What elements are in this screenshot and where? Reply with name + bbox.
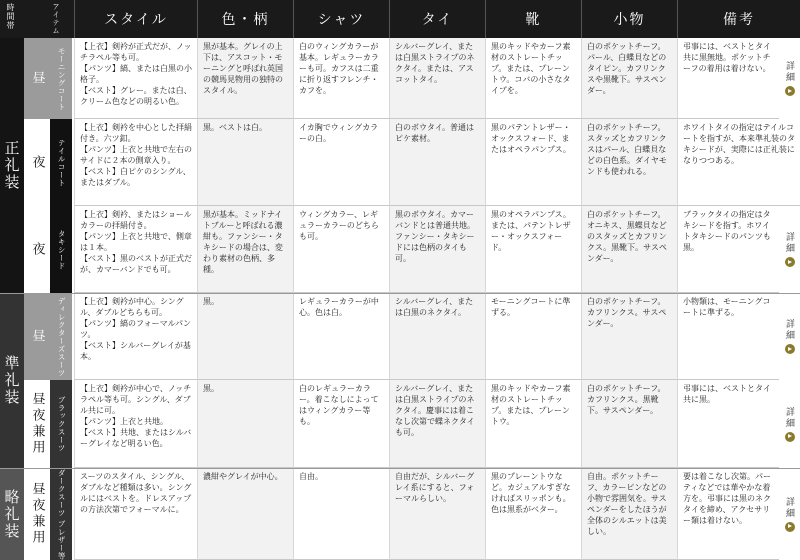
row-3-detail-link[interactable] — [779, 293, 800, 380]
row-2-accessories: 白のポケットチーフ。オニキス、黒蝶貝などのスタッズとカフリンクス。黒靴下。サスペンダー。 — [581, 206, 677, 293]
row-4-time: 昼夜兼用 — [24, 380, 50, 468]
row-0-color: 黒が基本。グレイの上下は、アスコット・モーニングと呼ばれ英国の競馬見物用の独特のスタイル。 — [197, 38, 293, 119]
row-2-attire: タキシード — [50, 206, 72, 293]
row-3-notes: 小物類は、モーニングコートに準ずる。 — [677, 293, 779, 380]
row-2-detail-link[interactable] — [779, 206, 800, 293]
row-4-detail-link[interactable] — [779, 380, 800, 468]
row-3-accessories: 白のポケットチーフ。カフリンクス。サスペンダー。 — [581, 293, 677, 380]
row-4-shoes: 黒のキッドやカーフ素材のストレートチップ。または、プレーントウ。 — [485, 380, 581, 468]
row-3-shirt: レギュラーカラーが中心。色は白。 — [293, 293, 389, 380]
row-5-detail-link[interactable] — [779, 468, 800, 560]
col-header-tie: タイ — [389, 0, 485, 38]
row-0-time: 昼 — [24, 38, 50, 119]
row-5-tie: 自由だが、シルバーグレイ系にすると、フォーマルらしい。 — [389, 468, 485, 560]
row-4-accessories: 白のポケットチーフ。カフリンクス。黒靴下。サスペンダー。 — [581, 380, 677, 468]
row-5-shoes: 黒のプレーントウなど。カジュアルすぎなければスリッポンも。色は黒系がベター。 — [485, 468, 581, 560]
row-0-shirt: 白のウィングカラーが基本。レギュラーカラーも可。カフスは二重に折り返すフレンチ・カフを。 — [293, 38, 389, 119]
detail-label: 詳細 — [784, 232, 794, 254]
category-informal: 略礼装 — [0, 468, 24, 560]
row-2-notes: ブラックタイの指定はタキシードを指す。ホワイトタキシードのパンツも黒。 — [677, 206, 779, 293]
row-5-attire: ダークスーツ ブレザー等 — [50, 468, 72, 560]
row-4-color: 黒。 — [197, 380, 293, 468]
row-5-time: 昼夜兼用 — [24, 468, 50, 560]
row-3-tie: シルバーグレイ、または白黒のネクタイ。 — [389, 293, 485, 380]
row-2-style: 【上衣】剣衿、またはショールカラーの拝絹付き。 【パンツ】上衣と共地で、側章は１本。 【ベスト】黒のベストが正式だが、カマーバンドでも可。 — [74, 206, 197, 293]
row-2-tie: 黒のボウタイ。カマーバンドとは普通共地。ファンシー・タキシードには色柄のタイも可。 — [389, 206, 485, 293]
detail-label: 詳細 — [784, 406, 794, 429]
col-header-shirt: シャツ — [293, 0, 389, 38]
row-1-notes: ホワイトタイの指定はテイルコートを指すが、本来準礼装のタキシードが、実際には正礼装になりつつある。 — [677, 119, 800, 206]
row-3-color: 黒。 — [197, 293, 293, 380]
detail-label: 詳細 — [784, 496, 794, 519]
item-column-label: アイテム — [52, 3, 60, 35]
row-2-color: 黒が基本。ミッドナイトブルーと呼ばれる濃紺も。ファンシー・タキシードの場合は、変わり素材の色柄、多種。 — [197, 206, 293, 293]
row-2-shirt: ウィングカラー、レギュラーカラーのどちらも可。 — [293, 206, 389, 293]
section-divider — [0, 293, 800, 294]
row-2-time: 夜 — [24, 206, 50, 293]
section-divider — [0, 468, 800, 469]
category-semi-formal: 準礼装 — [0, 293, 24, 468]
row-3-style: 【上衣】剣衿が中心。シングル、ダブルどちらも可。 【パンツ】縞のフォーマルパンツ。 【ベスト】シルバーグレイが基本。 — [74, 293, 197, 380]
row-1-time: 夜 — [24, 119, 50, 206]
row-1-attire: テイルコート — [50, 119, 72, 206]
row-1-shirt: イカ胸でウィングカラーの白。 — [293, 119, 389, 206]
play-arrow-icon — [785, 522, 795, 532]
play-arrow-icon — [785, 432, 795, 442]
col-header-notes: 備考 — [677, 0, 800, 38]
col-header-style: スタイル — [74, 0, 197, 38]
row-2-shoes: 黒のオペラパンプス。または、パテントレザー・オックスフォード。 — [485, 206, 581, 293]
row-5-accessories: 自由。ポケットチーフ、カラーピンなどの小物で雰囲気を。サスペンダーをしたほうが全体のシルエットは美しい。 — [581, 468, 677, 560]
row-1-shoes: 黒のパテントレザー・オックスフォード、またはオペラパンプス。 — [485, 119, 581, 206]
play-arrow-icon — [785, 344, 795, 354]
row-3-time: 昼 — [24, 293, 50, 380]
row-1-tie: 白のボウタイ。普通はピケ素材。 — [389, 119, 485, 206]
row-3-shoes: モーニングコートに準ずる。 — [485, 293, 581, 380]
row-4-attire: ブラックスーツ — [50, 380, 72, 468]
row-5-notes: 要は着こなし次第。パーティなどでは華やかな着方を。弔事には黒のネクタイを締め、アクセサリー類は着けない。 — [677, 468, 779, 560]
row-4-tie: シルバーグレイ、または白黒ストライプのネクタイ。慶事には着こなし次第で蝶ネクタイも可。 — [389, 380, 485, 468]
col-header-shoes: 靴 — [485, 0, 581, 38]
row-0-shoes: 黒のキッドやカーフ素材のストレートチップ。または、プレーントウ。コバの小さなタイプを。 — [485, 38, 581, 119]
row-0-notes: 弔事には、ベストとタイ共に黒無地。ポケットチーフの着用は着けない。 — [677, 38, 779, 119]
row-1-style: 【上衣】剣衿を中心とした拝絹付き。六ツ釦。 【パンツ】上衣と共地で左右のサイドに２本の側章入り。 【ベスト】白ピケのシングル、またはダブル。 — [74, 119, 197, 206]
play-arrow-icon — [785, 257, 795, 267]
category-formal: 正礼装 — [0, 38, 24, 293]
play-arrow-icon — [785, 86, 795, 96]
row-0-accessories: 白のポケットチーフ。パール、白蝶貝などのタイピン。カフリンクスや黒靴下。サスペンダー。 — [581, 38, 677, 119]
detail-label: 詳細 — [784, 61, 794, 83]
row-0-tie: シルバーグレイ、または白黒ストライプのネクタイ。または、アスコットタイ。 — [389, 38, 485, 119]
row-5-shirt: 自由。 — [293, 468, 389, 560]
header-corner — [0, 0, 74, 38]
time-column-label: 時間帯 — [6, 3, 15, 30]
row-5-color: 濃紺やグレイが中心。 — [197, 468, 293, 560]
detail-label: 詳細 — [784, 319, 794, 341]
row-5-style: スーツのスタイル、シングル、ダブルなど種類は多い。シングルにはベストを。ドレスアップの方法次第でフォーマルに。 — [74, 468, 197, 560]
row-3-attire: ディレクターズスーツ — [50, 293, 72, 380]
row-4-style: 【上衣】剣衿が中心で、ノッチラペル等も可。シングル、ダブル共に可。 【パンツ】上衣と共地。 【ベスト】共地、またはシルバーグレイなど明るい色。 — [74, 380, 197, 468]
row-1-color: 黒。ベストは白。 — [197, 119, 293, 206]
row-1-accessories: 白のポケットチーフ。スタッズとカフリンクスはパール、白蝶貝などの白色系。ダイヤモンドも使われる。 — [581, 119, 677, 206]
row-0-detail-link[interactable] — [779, 38, 800, 119]
row-4-shirt: 白のレギュラーカラー。着こなしによってはウィングカラー等も。 — [293, 380, 389, 468]
row-0-attire: モーニングコート — [50, 38, 72, 119]
col-header-accessories: 小物 — [581, 0, 677, 38]
row-0-style: 【上衣】剣衿が正式だが、ノッチラペル等も可。 【パンツ】縞、または白黒の小格子。 【ベスト】グレー。または白、クリーム色などの明るい色。 — [74, 38, 197, 119]
row-4-notes: 弔事には、ベストとタイ共に黒。 — [677, 380, 779, 468]
col-header-color: 色・柄 — [197, 0, 293, 38]
